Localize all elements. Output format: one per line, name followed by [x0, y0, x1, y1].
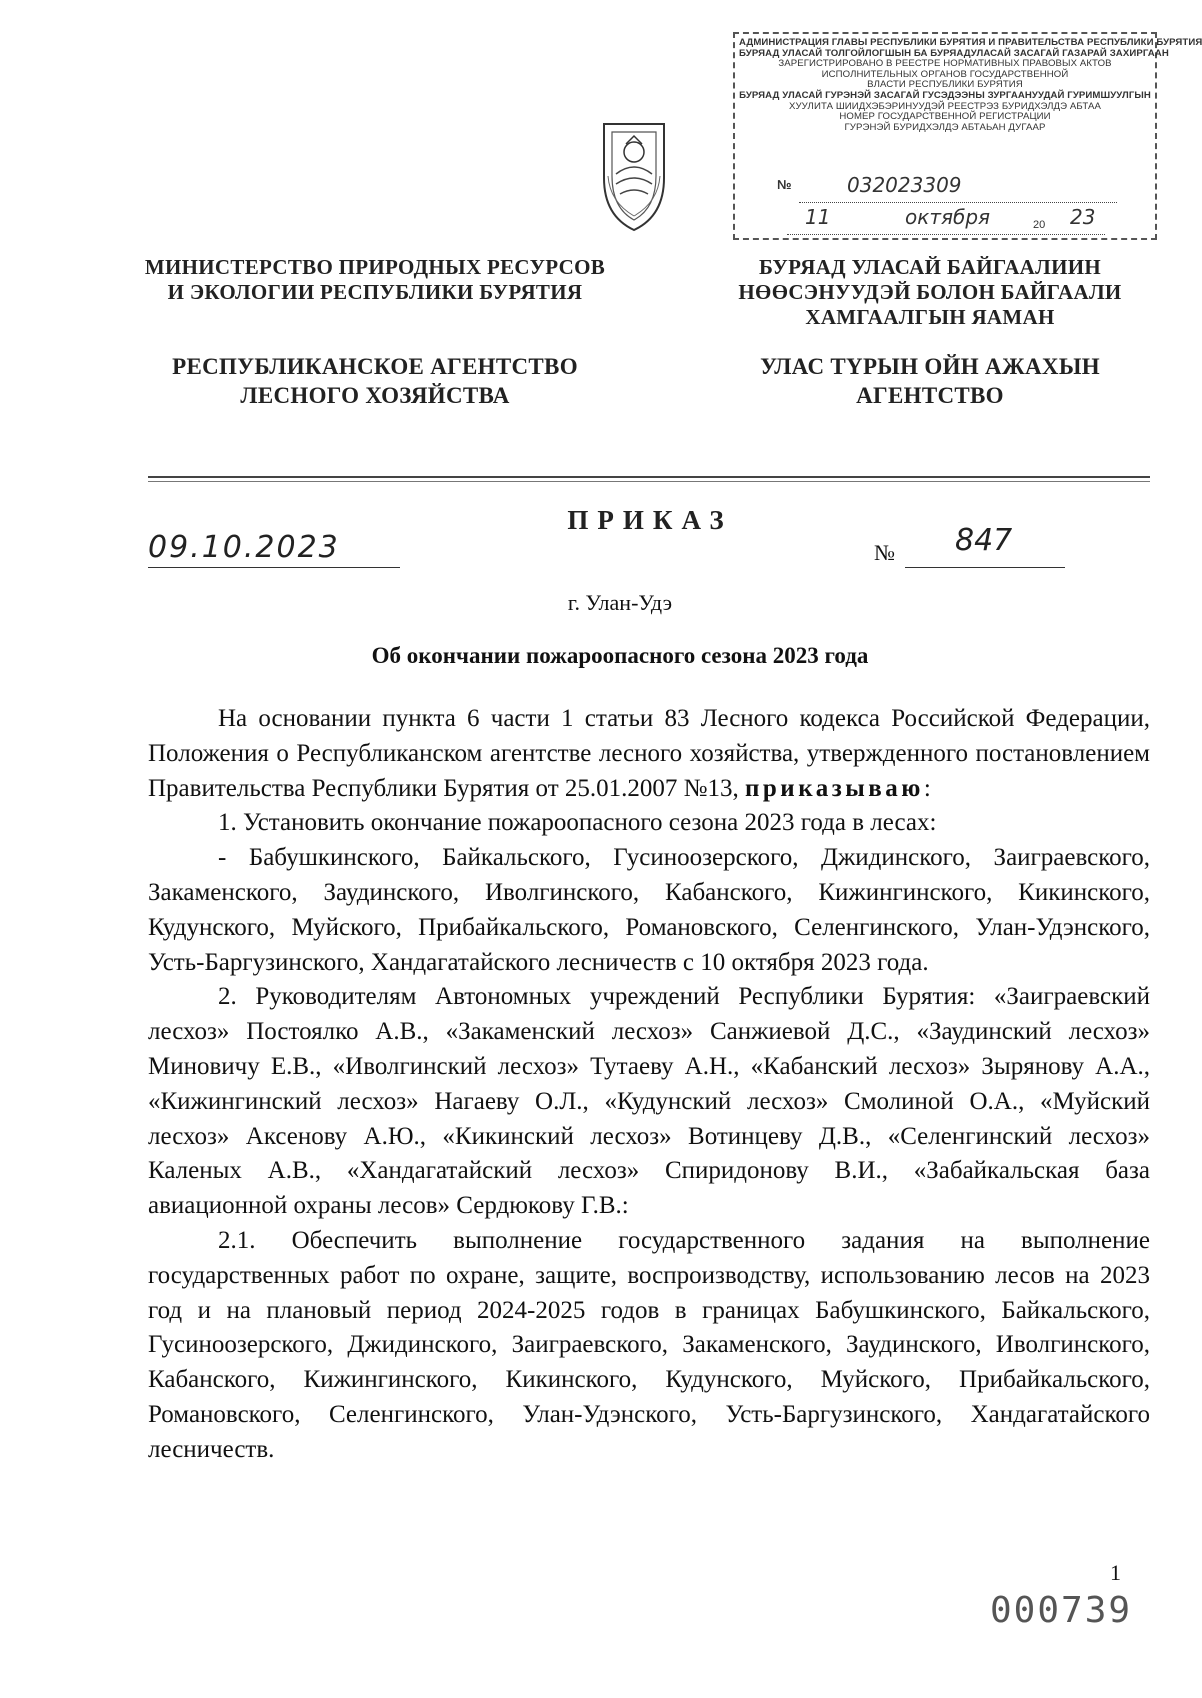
- stamp-line: БУРЯАД УЛАСАЙ ГУРЭНЭЙ ЗАСАГАЙ ГУСЭДЭЭНЫ ЗУРГААНУУДАЙ ГУРИМШУУЛГЫН: [739, 89, 1151, 101]
- agency-name-ru: РЕСПУБЛИКАНСКОЕ АГЕНТСТВО ЛЕСНОГО ХОЗЯЙСТВА: [172, 354, 578, 408]
- item-2: 2. Руководителям Автономных учреждений Республики Бурятия: «Заиграевский лесхоз» Постоялко А.В., «Закаменский лесхоз» Санжиевой Д.С., «Заудинский лесхоз» Миновичу Е.В., «Иволгинский лесхоз» Тутаеву А.Н., «Кабанский лесхоз» Зырянову А.А., «Кижингинский лесхоз» Нагаеву О.Л., «Кудунский лесхоз» Смолиной О.А., «Муйский лесхоз» Аксенову А.Ю., «Кикинский лесхоз» Вотинцеву Д.В., «Селенгинский лесхоз» Каленых А.В., «Хандагатайский лесхоз» Спиридонову В.И., «Забайкальская база авиационной охраны лесов» Сердюкову Г.В.:: [148, 983, 1150, 1220]
- stamp-line: ВЛАСТИ РЕСПУБЛИКИ БУРЯТИЯ: [867, 79, 1023, 91]
- stamp-line: ИСПОЛНИТЕЛЬНЫХ ОРГАНОВ ГОСУДАРСТВЕННОЙ: [821, 68, 1069, 80]
- stamp-number-value: 032023309: [847, 173, 962, 197]
- order-number-sign: №: [874, 540, 895, 565]
- preamble-text: На основании пункта 6 части 1 статьи 83 Лесного кодекса Российской Федерации, Положения о Республиканском агентстве лесного хозяйства, утвержденного постановлением Правительства Республики Бурятия от 25.01.2007 №13,: [148, 705, 1150, 802]
- stamp-registration-number: [777, 173, 1117, 197]
- stamp-year-suffix: 23: [1070, 205, 1096, 229]
- stamp-line: АДМИНИСТРАЦИЯ ГЛАВЫ РЕСПУБЛИКИ БУРЯТИЯ И ПРАВИТЕЛЬСТВА РЕСПУБЛИКИ БУРЯТИЯ: [739, 37, 1202, 48]
- document-body: [148, 702, 1150, 1468]
- command-word: приказываю: [744, 774, 924, 802]
- order-number: 847: [955, 523, 1013, 558]
- stamp-line: НОМЕР ГОСУДАРСТВЕННОЙ РЕГИСТРАЦИИ: [839, 111, 1051, 123]
- ministry-name-ru: МИНИСТЕРСТВО ПРИРОДНЫХ РЕСУРСОВ И ЭКОЛОГИИ РЕСПУБЛИКИ БУРЯТИЯ: [144, 255, 606, 304]
- item-1-forestries: - Бабушкинского, Байкальского, Гусиноозерского, Джидинского, Заиграевского, Закаменского, Заудинского, Иволгинского, Кабанского, Кижингинского, Кикинского, Кудунского, Муйского, Прибайкальского, Романовского, Селенгинского, Улан-Удэнского, Усть-Баргузинского, Хандагатайского лесничеств с 10 октября 2023 года.: [148, 844, 1150, 976]
- registration-stamp: [733, 32, 1202, 240]
- document-title: ПРИКАЗ: [567, 505, 733, 535]
- header-divider: [148, 476, 1150, 478]
- order-subject: Об окончании пожароопасного сезона 2023 года: [371, 643, 869, 668]
- page-number: 1: [1110, 1560, 1121, 1585]
- order-number-line: [905, 567, 1065, 568]
- stamp-day: 11: [805, 205, 831, 229]
- header-divider-thin: [148, 481, 1150, 482]
- stamp-line: ГУРЭНЭЙ БУРИДХЭЛДЭ АБТАЬАН ДУГААР: [844, 121, 1046, 133]
- stamp-date-line: [787, 234, 1105, 235]
- preamble-paragraph: [148, 702, 1150, 806]
- coat-of-arms-icon: [600, 116, 668, 234]
- item-2-1: 2.1. Обеспечить выполнение государственного задания на выполнение государственных работ по охране, защите, воспроизводству, использованию лесов на 2023 год и на плановый период 2024-2025 годов в границах Бабушкинского, Байкальского, Гусиноозерского, Джидинского, Заиграевского, Закаменского, Заудинского, Иволгинского, Кабанского, Кижингинского, Кикинского, Кудунского, Муйского, Прибайкальского, Романовского, Селенгинского, Улан-Удэнского, Усть-Баргузинского, Хандагатайского лесничеств.: [148, 1226, 1150, 1463]
- stamp-month: октября: [905, 205, 991, 229]
- stamp-number-label: №: [777, 177, 792, 192]
- stamp-number-line: [799, 202, 1117, 203]
- order-date: 09.10.2023: [148, 530, 340, 565]
- stamp-line: БУРЯАД УЛАСАЙ ТОЛГОЙЛОГШЫН БА БУРЯАДУЛАСАЙ ЗАСАГАЙ ГАЗАРАЙ ЗАХИРГААН: [739, 47, 1169, 59]
- order-date-line: [148, 567, 400, 568]
- preamble-end: :: [923, 774, 931, 802]
- item-1: 1. Установить окончание пожароопасного сезона 2023 года в лесах:: [218, 809, 937, 837]
- stamp-line: ХУУЛИТА ШИИДХЭБЭРИНУУДЭЙ РЕЕСТРЭЗ БУРИДХЭЛДЭ АБТАА: [788, 100, 1101, 112]
- document-code: 000739: [990, 1590, 1133, 1631]
- stamp-registration-date: [765, 205, 1145, 238]
- agency-name-bua: УЛАС ТҮРЫН ОЙН АЖАХЫН АГЕНТСТВО: [760, 354, 1100, 408]
- ministry-name-bua: БУРЯАД УЛАСАЙ БАЙГААЛИИН НӨӨСЭНУУДЭЙ БОЛОН БАЙГААЛИ ХАМГААЛГЫН ЯАМАН: [738, 255, 1122, 329]
- order-city: г. Улан-Удэ: [567, 590, 673, 615]
- stamp-line: ЗАРЕГИСТРИРОВАНО В РЕЕСТРЕ НОРМАТИВНЫХ ПРАВОВЫХ АКТОВ: [778, 58, 1112, 70]
- stamp-year-prefix: 20: [1033, 219, 1046, 231]
